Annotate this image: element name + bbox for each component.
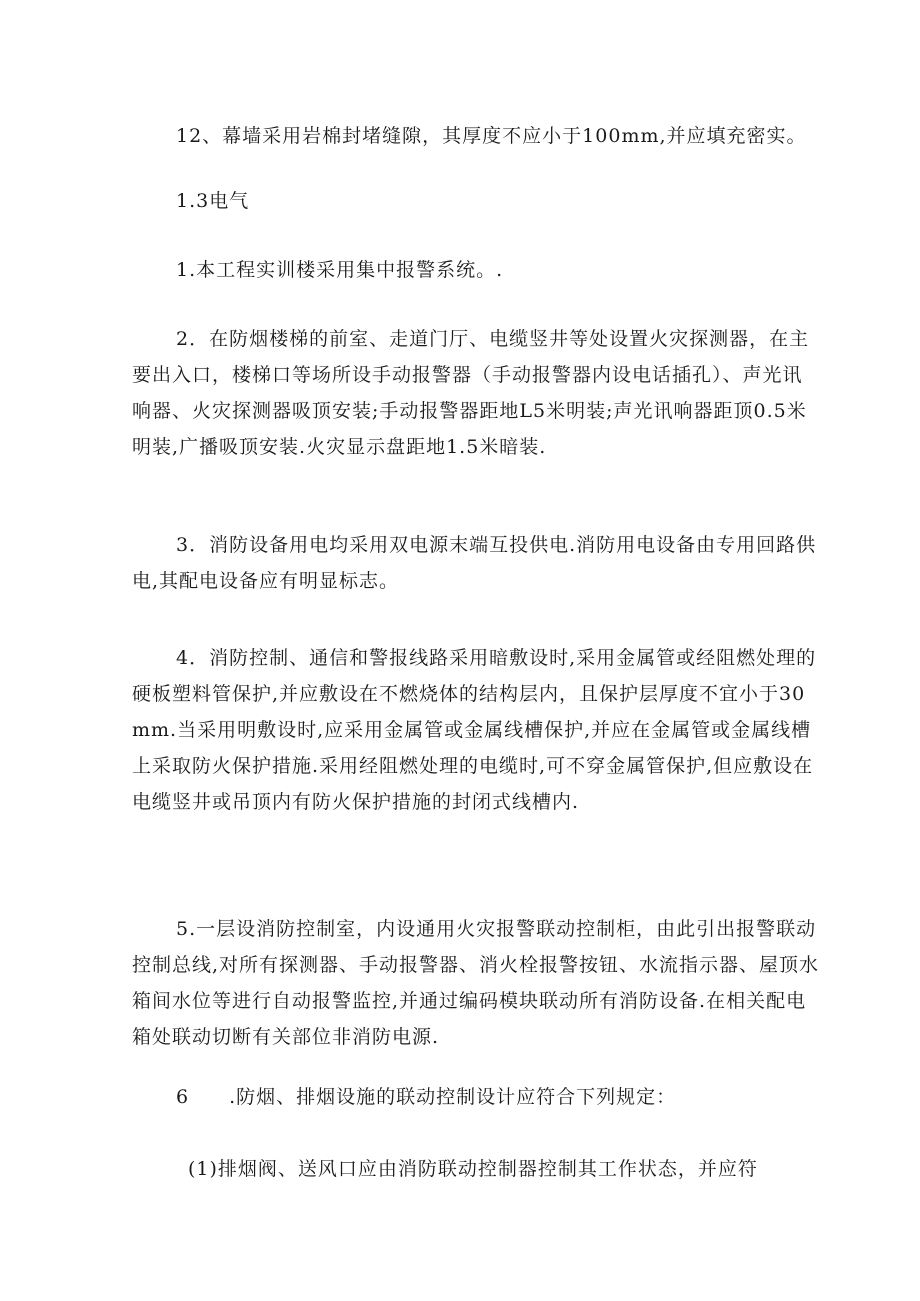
paragraph-item-3: 3．消防设备用电均采用双电源末端互投供电.消防用电设备由专用回路供电,其配电设备应有明显标志。 bbox=[132, 534, 817, 592]
paragraph-item-2: 2．在防烟楼梯的前室、走道门厅、电缆竖井等处设置火灾探测器，在主要出入口，楼梯口等场所设手动报警器（手动报警器内设电话插孔）、声光讯响器、火灾探测器吸顶安装;手动报警器距地L5米明装;声光讯响器距顶0.5米明装,广播吸顶安装.火灾显示盘距地1.5米暗装. bbox=[132, 328, 810, 458]
paragraph-item-5: 5.一层设消防控制室，内设通用火灾报警联动控制柜，由此引出报警联动控制总线,对所有探测器、手动报警器、消火栓报警按钮、水流指示器、屋顶水箱间水位等进行自动报警监控,并通过编码模块联动所有消防设备.在相关配电箱处联动切断有关部位非消防电源. bbox=[132, 918, 820, 1048]
paragraph-item-6-1: (1)排烟阀、送风口应由消防联动控制器控制其工作状态，并应符 bbox=[188, 1158, 758, 1180]
paragraph-item-6: 6 .防烟、排烟设施的联动控制设计应符合下列规定： bbox=[176, 1086, 677, 1108]
paragraph-item-1: 1.本工程实训楼采用集中报警系统。. bbox=[176, 259, 504, 281]
paragraph-item-4: 4．消防控制、通信和警报线路采用暗敷设时,采用金属管或经阻燃处理的硬板塑料管保护,并应敷设在不燃烧体的结构层内，且保护层厚度不宜小于30mm.当采用明敷设时,应采用金属管或金属线槽保护,并应在金属管或金属线槽上采取防火保护措施.采用经阻燃处理的电缆时,可不穿金属管保护,但应敷设在电缆竖井或吊顶内有防火保护措施的封闭式线槽内. bbox=[132, 647, 817, 813]
section-heading-electrical: 1.3电气 bbox=[176, 190, 250, 212]
paragraph-curtain-wall: 12、幕墙采用岩棉封堵缝隙，其厚度不应小于100mm,并应填充密实。 bbox=[176, 125, 807, 147]
